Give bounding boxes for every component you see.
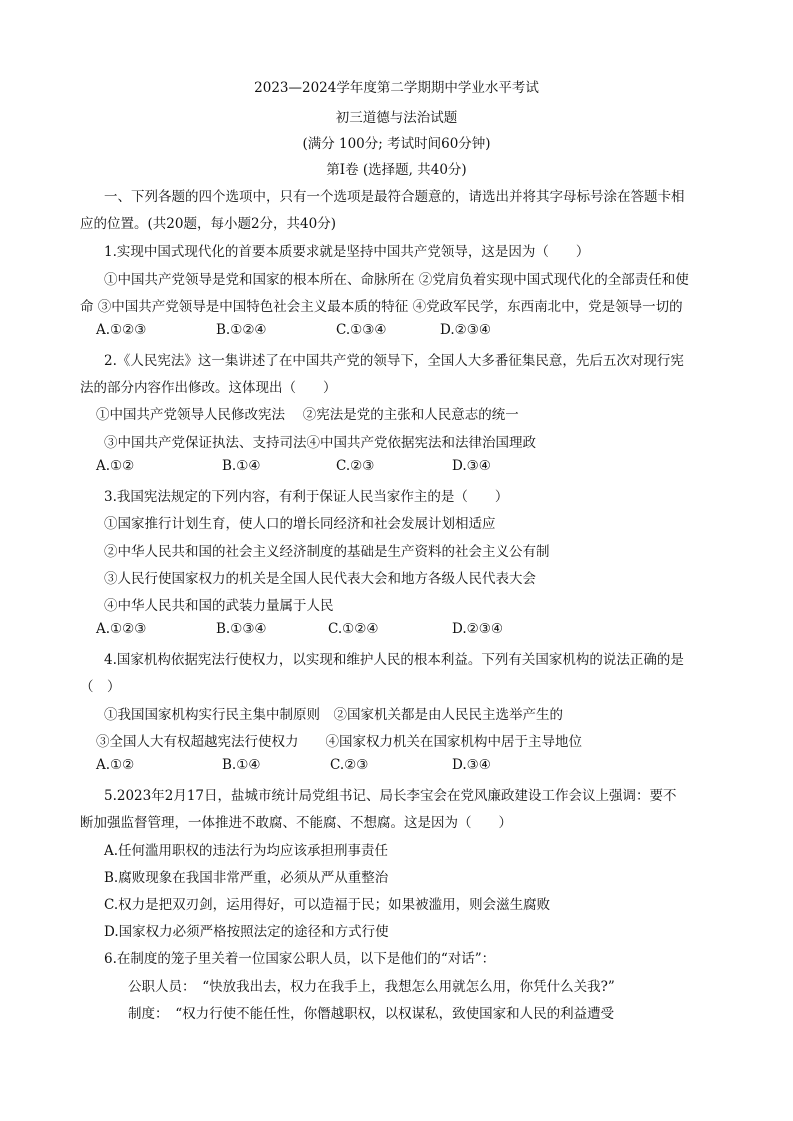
exam-info: (满分 100分; 考试时间60分钟) [302,136,491,152]
q3-statement-4: ④中华人民共和国的武装力量属于人民 [104,598,334,614]
q6-dialogue-system: 制度： “权力行使不能任性，你僭越职权，以权谋私，致使国家和人民的利益遭受 [128,1006,615,1022]
q2-option-a: A.①② [96,458,135,474]
q6-stem: 6.在制度的笼子里关着一位国家公职人员，以下是他们的“对话”： [104,951,496,967]
q6-dialogue-official: 公职人员： “快放我出去，权力在我手上，我想怎么用就怎么用，你凭什么关我?” [128,979,615,995]
q2-option-c: C.②③ [336,458,375,474]
q1-statement-1: ①中国共产党领导是党和国家的根本所在、命脉所在 ②党肩负着实现中国式现代化的全部责任和使 [104,272,689,288]
q2-option-d: D.③④ [452,458,491,474]
q3-statement-2: ②中华人民共和国的社会主义经济制度的基础是生产资料的社会主义公有制 [104,544,550,560]
instructions-line-1: 一、下列各题的四个选项中，只有一个选项是最符合题意的，请选出并将其字母标号涂在答题卡相 [104,189,685,205]
q4-option-b: B.①④ [222,757,261,773]
q1-stem: 1.实现中国式现代化的首要本质要求就是坚持中国共产党领导，这是因为（ ） [104,244,590,260]
q1-statement-2: 命 ③中国共产党领导是中国特色社会主义最本质的特征 ④党政军民学，东西南北中，党是领导一切的 [80,299,683,315]
q2-stem-1: 2.《人民宪法》这一集讲述了在中国共产党的领导下，全国人大多番征集民意，先后五次对现行宪 [104,353,684,369]
q4-stem-2: （ ） [80,679,121,695]
q3-option-b: B.①③④ [216,621,267,637]
q2-stem-2: 法的部分内容作出修改。这体现出（ ） [80,380,337,396]
q5-stem-1: 5.2023年2月17日，盐城市统计局党组书记、局长李宝会在党风廉政建设工作会议上强调：要不 [104,788,677,804]
q4-statement-2: ③全国人大有权超越宪法行使权力 ④国家权力机关在国家机构中居于主导地位 [96,734,582,750]
q3-option-d: D.②③④ [452,621,503,637]
q1-option-a: A.①②③ [96,322,147,338]
q3-statement-3: ③人民行使国家权力的机关是全国人民代表大会和地方各级人民代表大会 [104,571,536,587]
q1-option-d: D.②③④ [440,322,491,338]
q4-option-d: D.③④ [452,757,491,773]
q2-statement-1: ①中国共产党领导人民修改宪法 ②宪法是党的主张和人民意志的统一 [96,407,519,423]
q4-stem-1: 4.国家机构依据宪法行使权力，以实现和维护人民的根本利益。下列有关国家机构的说法正确的是 [104,652,684,668]
q2-option-b: B.①④ [222,458,261,474]
q4-option-a: A.①② [96,757,135,773]
q5-option-a: A.任何滥用职权的违法行为均应该承担刑事责任 [104,843,389,859]
q5-option-d: D.国家权力必须严格按照法定的途径和方式行使 [104,924,389,940]
q3-stem: 3.我国宪法规定的下列内容，有利于保证人民当家作主的是（ ） [104,489,509,505]
q4-option-c: C.②③ [330,757,369,773]
exam-subject: 初三道德与法治试题 [335,110,458,126]
q3-statement-1: ①国家推行计划生育，使人口的增长同经济和社会发展计划相适应 [104,516,496,532]
q5-stem-2: 断加强监督管理，一体推进不敢腐、不能腐、不想腐。这是因为（ ） [80,815,512,831]
q1-option-b: B.①②④ [216,322,267,338]
q2-statement-2: ③中国共产党保证执法、支持司法④中国共产党依据宪法和法律治国理政 [104,435,536,451]
q5-option-c: C.权力是把双刃剑，运用得好，可以造福于民；如果被滥用，则会滋生腐败 [104,897,551,913]
q4-statement-1: ①我国国家机构实行民主集中制原则 ②国家机关都是由人民民主选举产生的 [104,707,563,723]
q5-option-b: B.腐败现象在我国非常严重，必须从严从重整治 [104,870,389,886]
q3-option-a: A.①②③ [96,621,147,637]
instructions-line-2: 应的位置。(共20题，每小题2分，共40分) [80,216,336,232]
exam-title: 2023—2024学年度第二学期期中学业水平考试 [254,80,539,96]
part-title: 第Ⅰ卷 (选择题, 共40分) [326,162,467,178]
q1-option-c: C.①③④ [336,322,387,338]
q3-option-c: C.①②④ [328,621,379,637]
